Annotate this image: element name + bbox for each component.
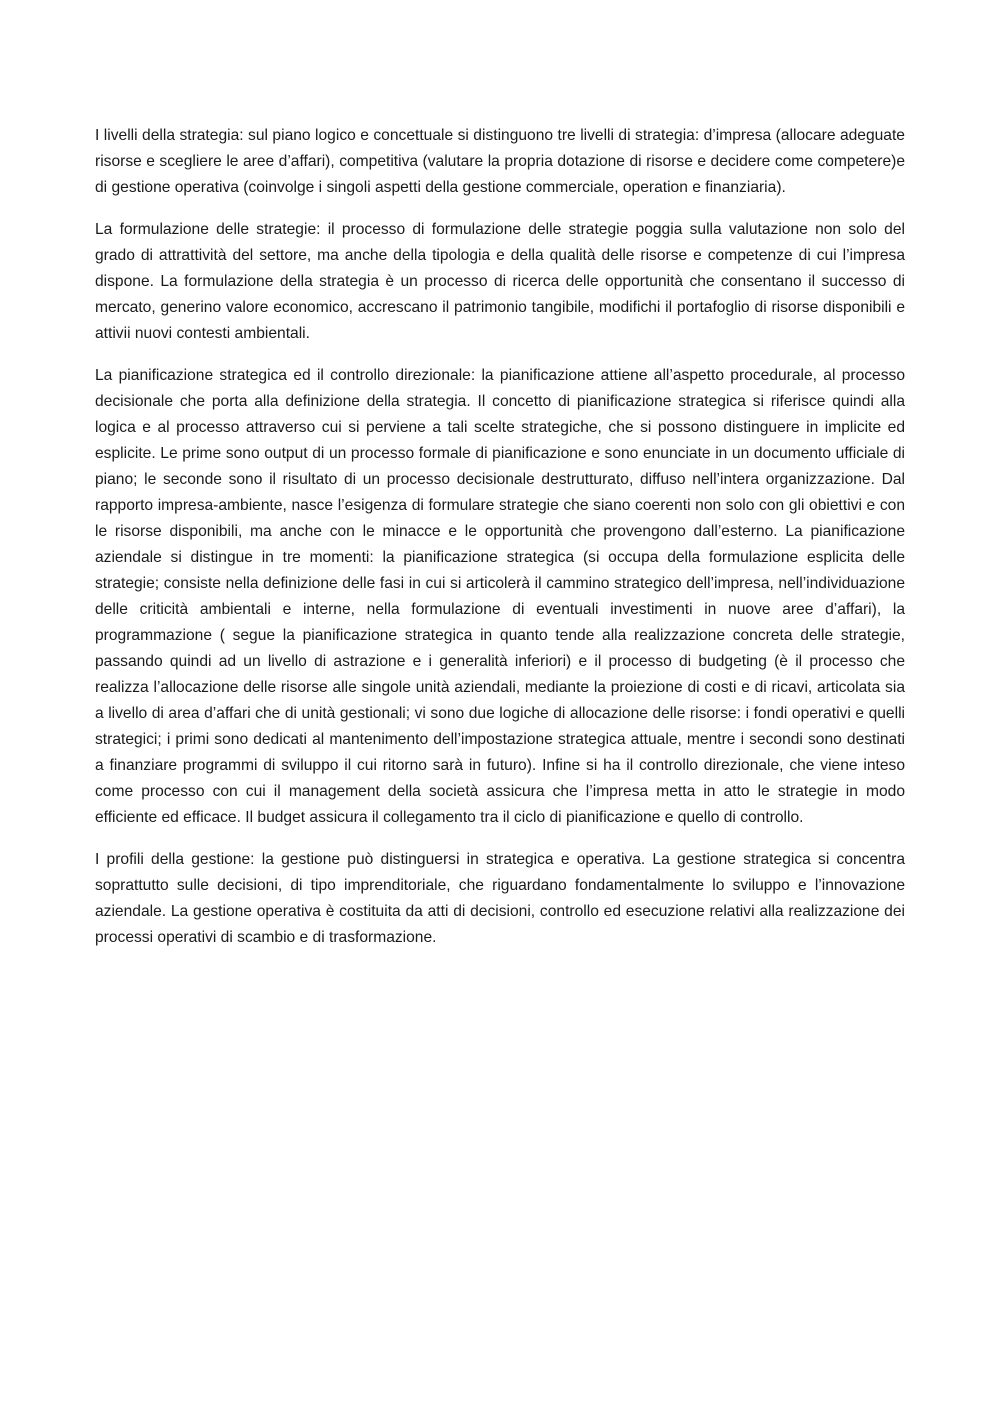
paragraph-management-profiles: I profili della gestione: la gestione può distinguersi in strategica e operativa. La gestione strategica si concentra soprattutto sulle decisioni, di tipo imprenditoriale, che riguardano fondamentalmente lo sviluppo e l’innovazione aziendale. La gestione operativa è costituita da atti di decisioni, controllo ed esecuzione relativi alla realizzazione dei processi operativi di scambio e di trasformazione. bbox=[95, 851, 905, 946]
document-body bbox=[95, 123, 905, 967]
paragraph-strategic-planning: La pianificazione strategica ed il controllo direzionale: la pianificazione attiene all’aspetto procedurale, al processo decisionale che porta alla definizione della strategia. Il concetto di pianificazione strategica si riferisce quindi alla logica e al processo attraverso cui si perviene a tali scelte strategiche, che si possono distinguere in implicite ed esplicite. Le prime sono output di un processo formale di pianificazione e sono enunciate in un documento ufficiale di piano; le seconde sono il risultato di un processo decisionale destrutturato, diffuso nell’intera organizzazione. Dal rapporto impresa-ambiente, nasce l’esigenza di formulare strategie che siano coerenti non solo con gli obiettivi e con le risorse disponibili, ma anche con le minacce e le opportunità che provengono dall’esterno. La pianificazione aziendale si distingue in tre momenti: la pianificazione strategica (si occupa della formulazione esplicita delle strategie; consiste nella definizione delle fasi in cui si articolerà il cammino strategico dell’impresa, nell’individuazione delle criticità ambientali e interne, nella formulazione di eventuali investimenti in nuove aree d’affari), la programmazione ( segue la pianificazione strategica in quanto tende alla realizzazione concreta delle strategie, passando quindi ad un livello di astrazione e i generalità inferiori) e il processo di budgeting (è il processo che realizza l’allocazione delle risorse alle singole unità aziendali, mediante la proiezione di costi e di ricavi, articolata sia a livello di area d’affari che di unità gestionali; vi sono due logiche di allocazione delle risorse: i fondi operativi e quelli strategici; i primi sono dedicati al mantenimento dell’impostazione strategica attuale, mentre i secondi sono destinati a finanziare programmi di sviluppo il cui ritorno sarà in futuro). Infine si ha il controllo direzionale, che viene inteso come processo con cui il management della società assicura che l’impresa metta in atto le strategie in modo efficiente ed efficace. Il budget assicura il collegamento tra il ciclo di pianificazione e quello di controllo. bbox=[95, 367, 905, 826]
paragraph-strategy-formulation: La formulazione delle strategie: il processo di formulazione delle strategie poggia sulla valutazione non solo del grado di attrattività del settore, ma anche della tipologia e della qualità delle risorse e competenze di cui l’impresa dispone. La formulazione della strategia è un processo di ricerca delle opportunità che consentano il successo di mercato, generino valore economico, accrescano il patrimonio tangibile, modifichi il portafoglio di risorse disponibili e attivii nuovi contesti ambientali. bbox=[95, 221, 905, 342]
paragraph-strategy-levels: I livelli della strategia: sul piano logico e concettuale si distinguono tre livelli di strategia: d’impresa (allocare adeguate risorse e scegliere le aree d’affari), competitiva (valutare la propria dotazione di risorse e decidere come competere)e di gestione operativa (coinvolge i singoli aspetti della gestione commerciale, operation e finanziaria). bbox=[95, 127, 905, 196]
